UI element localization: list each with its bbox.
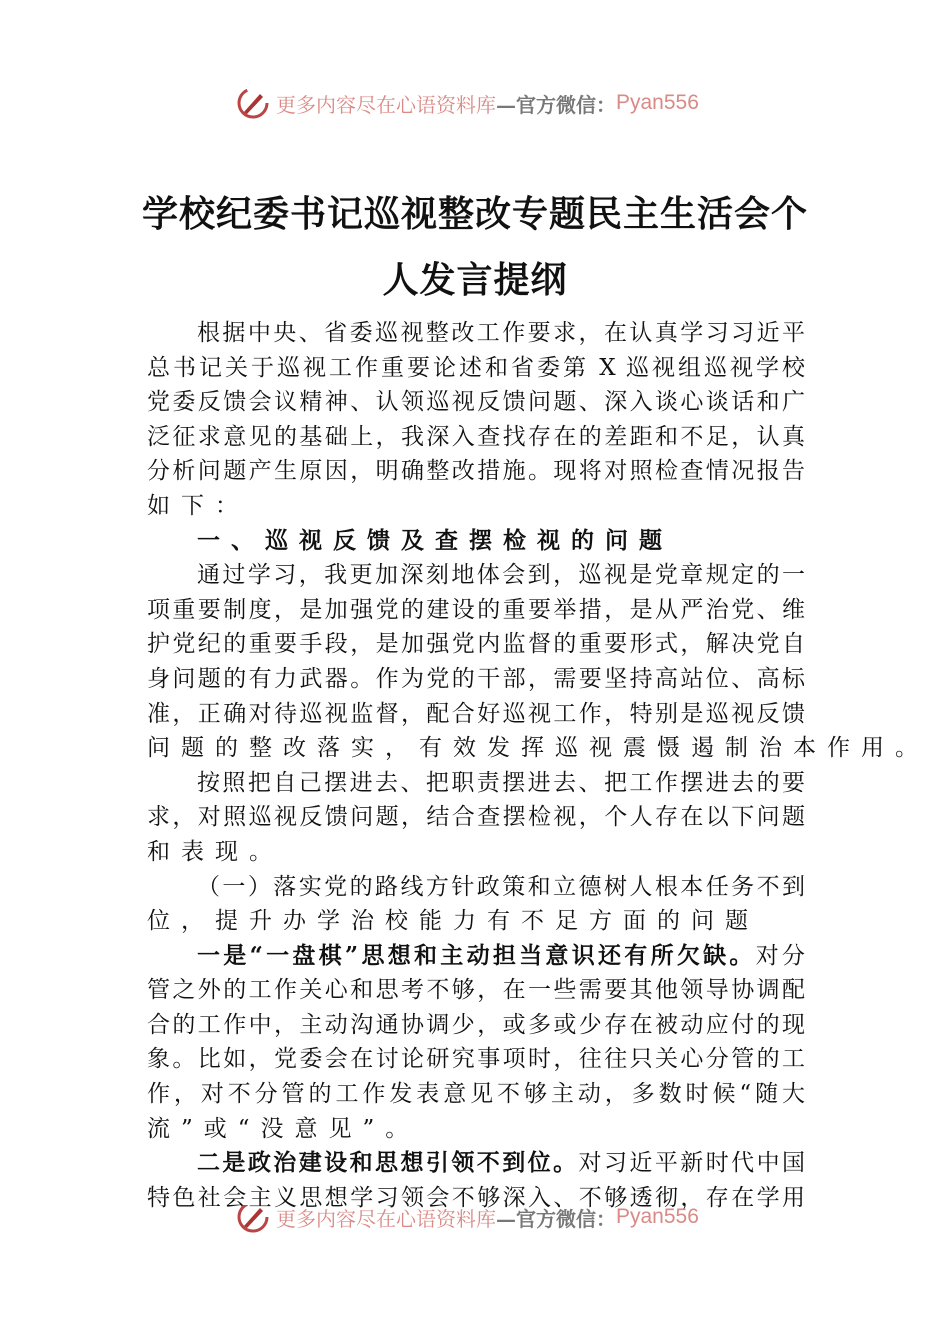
- pen-logo-icon: [236, 86, 270, 120]
- document-title-line-2: 人发言提纲: [382, 259, 568, 301]
- text-run: 按照把自己摆进去、把职责摆进去、把工作摆进去的要: [197, 769, 805, 796]
- text-line: [147, 1008, 805, 1043]
- text-run: 党委反馈会议精神、认领巡视反馈问题、深入谈心谈话和广: [147, 389, 805, 416]
- text-line: [147, 697, 805, 732]
- text-run: 管之外的工作关心和思考不够，在一些需要其他领导协调配: [147, 977, 805, 1004]
- text-run: 求，对照巡视反馈问题，结合查摆检视，个人存在以下问题: [147, 804, 805, 831]
- document-title-line-1: 学校纪委书记巡视整改专题民主生活会个: [141, 193, 808, 235]
- text-run: 流”或“没意见”。: [147, 1115, 420, 1142]
- text-run: 对分: [755, 942, 806, 969]
- text-run: 对习近平新时代中国: [578, 1150, 806, 1177]
- text-run: 项重要制度，是加强党的建设的重要举措，是从严治党、维: [147, 596, 805, 623]
- watermark-label: —官方微信：: [496, 92, 616, 117]
- text-line: [147, 593, 805, 628]
- text-line: [147, 904, 805, 939]
- text-line: [147, 420, 805, 455]
- watermark-wechat-id: Pyan556: [616, 1205, 699, 1228]
- bold-lead-text: 二是政治建设和思想引领不到位。: [197, 1149, 579, 1177]
- text-line: [147, 1112, 805, 1147]
- text-run: 身问题的有力武器。作为党的干部，需要坚持高站位、高标: [147, 665, 805, 692]
- text-run: 作，对不分管的工作发表意见不够主动，多数时候“随大: [147, 1081, 805, 1108]
- text-run: 护党纪的重要手段，是加强党内监督的重要形式，解决党自: [147, 631, 805, 658]
- text-run: 总书记关于巡视工作重要论述和省委第 X 巡视组巡视学校: [147, 354, 805, 381]
- text-line: [147, 766, 805, 801]
- text-line: [147, 454, 805, 489]
- text-run: 通过学习，我更加深刻地体会到，巡视是党章规定的一: [197, 562, 805, 589]
- watermark-text: 更多内容尽在心语资料库: [276, 92, 496, 117]
- text-line: [147, 1077, 805, 1112]
- text-line: [147, 835, 805, 870]
- pen-logo-icon: [236, 1205, 270, 1233]
- watermark-wechat-id: Pyan556: [616, 91, 699, 114]
- text-run: 分析问题产生原因，明确整改措施。现将对照检查情况报告: [147, 458, 805, 485]
- text-line: [147, 939, 805, 974]
- text-line: [147, 1042, 805, 1077]
- text-run: 象。比如，党委会在讨论研究事项时，往往只关心分管的工: [147, 1046, 805, 1073]
- text-line: [147, 558, 805, 593]
- text-line: [147, 316, 805, 351]
- text-line: [147, 731, 929, 766]
- text-line: [147, 489, 805, 524]
- text-line: [147, 870, 805, 905]
- watermark-text: 更多内容尽在心语资料库: [276, 1206, 496, 1231]
- text-run: 根据中央、省委巡视整改工作要求，在认真学习习近平: [197, 320, 805, 346]
- text-line: [147, 973, 805, 1008]
- text-run: 如下：: [147, 492, 249, 519]
- text-line: [147, 800, 805, 835]
- watermark-header: [236, 83, 699, 123]
- text-run: 准，正确对待巡视监督，配合好巡视工作，特别是巡视反馈: [147, 700, 805, 727]
- text-run: 合的工作中，主动沟通协调少，或多或少存在被动应付的现: [147, 1011, 805, 1038]
- document-body: [147, 316, 929, 1215]
- text-run: 位，提升办学治校能力有不足方面的问题: [147, 908, 759, 935]
- text-run: 和表现。: [147, 838, 283, 865]
- text-line: [147, 1146, 805, 1181]
- text-line: [147, 662, 805, 697]
- watermark-footer: [236, 1205, 699, 1233]
- text-run: 特色社会主义思想学习领会不够深入、不够透彻，存在学用: [147, 1184, 805, 1211]
- text-line: [147, 385, 805, 420]
- bold-lead-text: 一是“一盘棋”思想和主动担当意识还有所欠缺。: [197, 941, 756, 969]
- text-run: （一）落实党的路线方针政策和立德树人根本任务不到: [197, 873, 805, 900]
- text-line: [147, 351, 805, 386]
- watermark-label: —官方微信：: [496, 1206, 616, 1231]
- text-run: 一、巡视反馈及查摆检视的问题: [197, 527, 673, 554]
- text-line: [147, 627, 805, 662]
- text-run: 问题的整改落实，有效发挥巡视震慑遏制治本作用。: [147, 735, 929, 762]
- text-run: 泛征求意见的基础上，我深入查找存在的差距和不足，认真: [147, 423, 805, 450]
- section-heading: [147, 524, 805, 559]
